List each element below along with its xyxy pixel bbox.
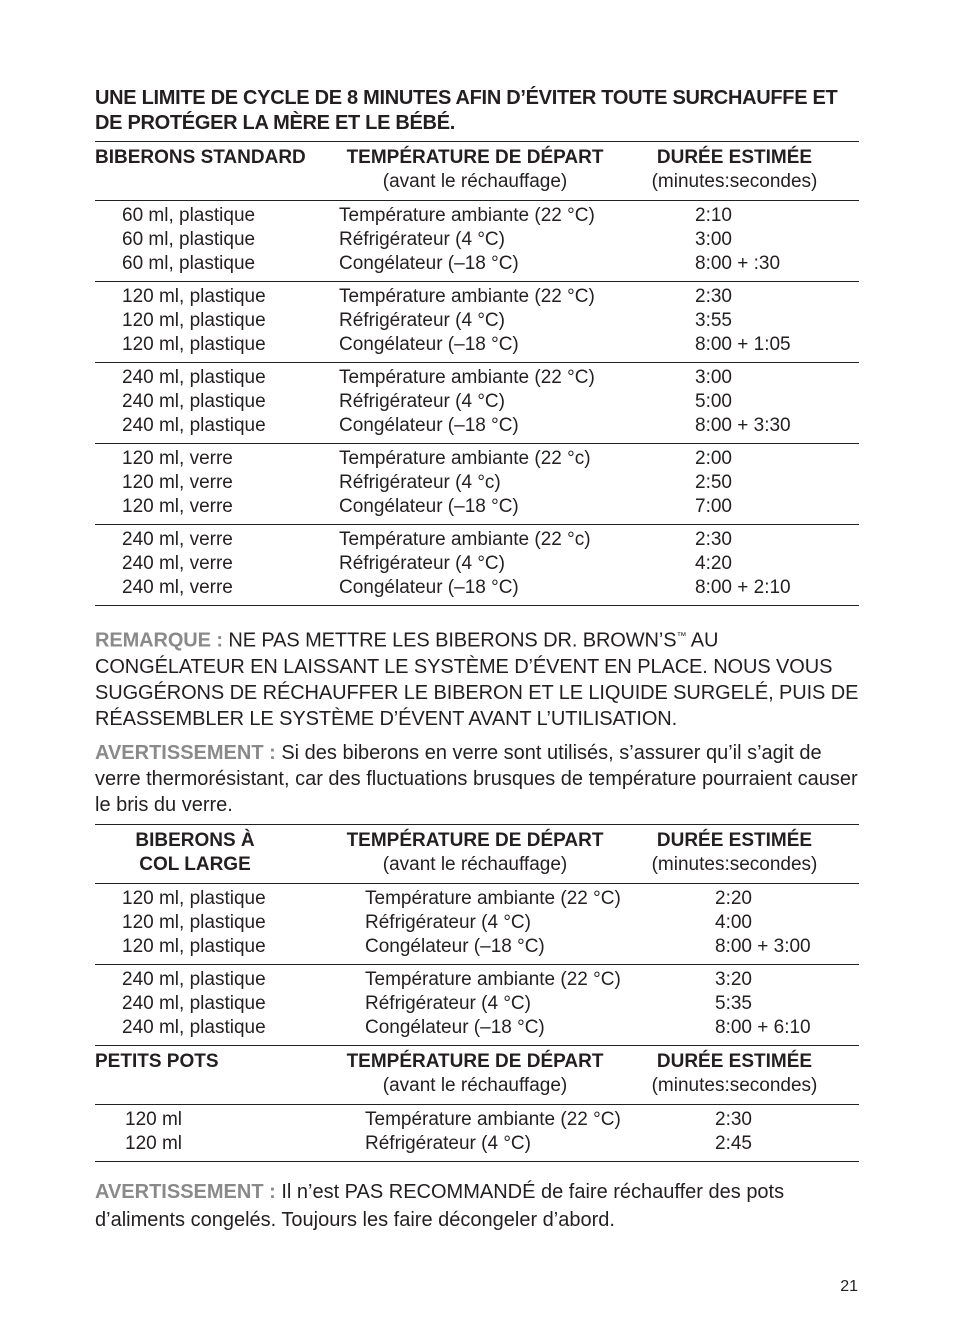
col-header-duration-sub: (minutes:secondes) bbox=[651, 171, 818, 192]
estimated-time-cell: 3:20 bbox=[715, 968, 752, 990]
table-row-group bbox=[95, 201, 859, 282]
estimated-time-column bbox=[715, 887, 859, 959]
start-temperature-cell: Réfrigérateur (4 °C) bbox=[339, 310, 505, 331]
estimated-time-cell: 8:00 + 2:10 bbox=[695, 577, 791, 598]
bottle-size-column bbox=[95, 366, 339, 438]
col-header-duration-sub: (minutes:secondes) bbox=[651, 853, 818, 875]
trademark-symbol: ™ bbox=[676, 631, 687, 642]
start-temperature-cell: Réfrigérateur (4 °C) bbox=[339, 229, 505, 250]
start-temperature-cell: Congélateur (–18 °C) bbox=[339, 577, 519, 598]
table-row-group bbox=[95, 282, 859, 363]
bottle-size-cell: 120 ml, plastique bbox=[122, 286, 266, 307]
page-number: 21 bbox=[840, 1278, 858, 1295]
start-temperature-cell: Réfrigérateur (4 °C) bbox=[365, 911, 531, 933]
estimated-time-column bbox=[715, 968, 859, 1040]
estimated-time-cell: 2:45 bbox=[715, 1132, 752, 1154]
start-temperature-cell: Température ambiante (22 °c) bbox=[339, 448, 591, 469]
baby-food-jars-table bbox=[95, 1046, 859, 1162]
remark-label: REMARQUE : bbox=[95, 629, 223, 652]
bottle-size-cell: 60 ml, plastique bbox=[122, 253, 256, 274]
col-header-temperature-sub: (avant le réchauffage) bbox=[382, 853, 568, 875]
col-header-bottles-line2: COL LARGE bbox=[139, 853, 251, 875]
col-header-temperature-sub: (avant le réchauffage) bbox=[382, 1074, 568, 1096]
bottle-size-column bbox=[95, 968, 365, 1040]
start-temperature-cell: Réfrigérateur (4 °C) bbox=[365, 992, 531, 1014]
estimated-time-cell: 2:30 bbox=[715, 1108, 752, 1130]
bottle-size-cell: 120 ml, verre bbox=[122, 472, 233, 493]
estimated-time-cell: 4:20 bbox=[695, 553, 732, 574]
table-row-group bbox=[95, 363, 859, 444]
start-temperature-cell: Température ambiante (22 °C) bbox=[339, 367, 595, 388]
bottle-size-cell: 120 ml, plastique bbox=[122, 334, 266, 355]
bottle-size-cell: 60 ml, plastique bbox=[122, 205, 256, 226]
start-temperature-cell: Congélateur (–18 °C) bbox=[339, 415, 519, 436]
wide-neck-bottles-table bbox=[95, 824, 859, 1046]
bottle-size-column bbox=[95, 1108, 365, 1156]
start-temperature-cell: Congélateur (–18 °C) bbox=[339, 253, 519, 274]
col-header-temperature bbox=[340, 1050, 610, 1098]
bottle-size-column bbox=[95, 528, 339, 600]
start-temperature-column bbox=[339, 204, 695, 276]
bottle-size-cell: 120 ml, plastique bbox=[122, 310, 266, 331]
col-header-duration-title: DURÉE ESTIMÉE bbox=[656, 147, 813, 168]
estimated-time-cell: 3:55 bbox=[695, 310, 732, 331]
page-content bbox=[95, 86, 859, 1234]
remark-text-b: AU CONGÉLATEUR EN LAISSANT LE SYSTÈME D’ÉVENT EN PLACE. NOUS VOUS SUGGÉRONS DE RÉCHAUFFER LE BIBERON ET LE LIQUIDE SURGELÉ, PUIS DE RÉASSEMBLER LE SYSTÈME D’ÉVENT AVANT L’UTILISATION. bbox=[95, 629, 859, 730]
col-header-duration-sub: (minutes:secondes) bbox=[651, 1074, 818, 1096]
bottle-size-cell: 60 ml, plastique bbox=[122, 229, 256, 250]
bottle-size-cell: 120 ml, verre bbox=[122, 448, 233, 469]
bottle-size-column bbox=[95, 285, 339, 357]
bottle-size-cell: 120 ml, plastique bbox=[122, 887, 266, 909]
estimated-time-cell: 8:00 + 3:30 bbox=[695, 415, 791, 436]
table-header bbox=[95, 1046, 859, 1105]
table-row-group bbox=[95, 884, 859, 965]
bottle-size-cell: 120 ml, plastique bbox=[122, 911, 266, 933]
col-header-temperature bbox=[340, 146, 610, 194]
estimated-time-cell: 2:30 bbox=[695, 286, 732, 307]
estimated-time-cell: 2:20 bbox=[715, 887, 752, 909]
estimated-time-column bbox=[695, 204, 859, 276]
table-body bbox=[95, 1105, 859, 1162]
col-header-duration bbox=[610, 146, 859, 194]
bottle-size-cell: 240 ml, verre bbox=[122, 553, 233, 574]
bottle-size-cell: 240 ml, plastique bbox=[122, 415, 266, 436]
warning-label: AVERTISSEMENT : bbox=[95, 1180, 276, 1203]
estimated-time-cell: 2:30 bbox=[695, 529, 732, 550]
start-temperature-cell: Congélateur (–18 °C) bbox=[365, 1016, 545, 1038]
estimated-time-cell: 5:00 bbox=[695, 391, 732, 412]
estimated-time-cell: 3:00 bbox=[695, 229, 732, 250]
start-temperature-cell: Température ambiante (22 °C) bbox=[339, 205, 595, 226]
col-header-duration-title: DURÉE ESTIMÉE bbox=[656, 1050, 813, 1072]
bottle-size-column bbox=[95, 447, 339, 519]
bottle-size-cell: 240 ml, plastique bbox=[122, 992, 266, 1014]
start-temperature-cell: Réfrigérateur (4 °C) bbox=[339, 391, 505, 412]
table-row-group bbox=[95, 965, 859, 1046]
warning-glass bbox=[95, 740, 859, 818]
start-temperature-cell: Congélateur (–18 °C) bbox=[365, 935, 545, 957]
start-temperature-cell: Congélateur (–18 °C) bbox=[339, 496, 519, 517]
bottle-size-cell: 240 ml, plastique bbox=[122, 367, 266, 388]
col-header-bottles bbox=[95, 829, 340, 877]
start-temperature-cell: Température ambiante (22 °C) bbox=[365, 887, 621, 909]
start-temperature-cell: Congélateur (–18 °C) bbox=[339, 334, 519, 355]
start-temperature-column bbox=[365, 1108, 715, 1156]
bottle-size-cell: 120 ml bbox=[125, 1132, 183, 1154]
bottle-size-cell: 240 ml, verre bbox=[122, 529, 233, 550]
bottle-size-cell: 240 ml, plastique bbox=[122, 1016, 266, 1038]
start-temperature-cell: Réfrigérateur (4 °C) bbox=[339, 553, 505, 574]
bottle-size-cell: 240 ml, verre bbox=[122, 577, 233, 598]
bottle-size-cell: 120 ml, plastique bbox=[122, 935, 266, 957]
estimated-time-column bbox=[715, 1108, 859, 1156]
bottle-size-cell: 120 ml bbox=[125, 1108, 183, 1130]
start-temperature-cell: Température ambiante (22 °c) bbox=[339, 529, 591, 550]
estimated-time-cell: 4:00 bbox=[715, 911, 752, 933]
estimated-time-column bbox=[695, 447, 859, 519]
estimated-time-cell: 8:00 + 1:05 bbox=[695, 334, 791, 355]
table-row-group bbox=[95, 525, 859, 606]
warning-frozen-jars bbox=[95, 1178, 859, 1234]
start-temperature-column bbox=[339, 285, 695, 357]
table-body bbox=[95, 884, 859, 1046]
bottle-size-cell: 240 ml, plastique bbox=[122, 391, 266, 412]
col-header-duration bbox=[610, 829, 859, 877]
col-header-bottles-line1: BIBERONS À bbox=[135, 829, 255, 851]
estimated-time-column bbox=[695, 528, 859, 600]
headline: UNE LIMITE DE CYCLE DE 8 MINUTES AFIN D’ÉVITER TOUTE SURCHAUFFE ET DE PROTÉGER LA MÈRE ET LE BÉBÉ. bbox=[95, 87, 838, 134]
bottle-size-column bbox=[95, 887, 365, 959]
bottle-size-column bbox=[95, 204, 339, 276]
bottle-size-cell: 240 ml, plastique bbox=[122, 968, 266, 990]
start-temperature-cell: Température ambiante (22 °C) bbox=[365, 968, 621, 990]
col-header-duration-title: DURÉE ESTIMÉE bbox=[656, 829, 813, 851]
estimated-time-cell: 2:00 bbox=[695, 448, 732, 469]
col-header-temperature-title: TEMPÉRATURE DE DÉPART bbox=[346, 829, 604, 851]
col-header-temperature-title: TEMPÉRATURE DE DÉPART bbox=[346, 1050, 604, 1072]
start-temperature-column bbox=[339, 528, 695, 600]
warning-text: Si des biberons en verre sont utilisés, s’assurer qu’il s’agit de verre thermorésistant, car des fluctuations brusques de température pourraient causer le bris du verre. bbox=[95, 741, 858, 816]
warning-text: Il n’est PAS RECOMMANDÉ de faire réchauffer des pots d’aliments congelés. Toujours les faire décongeler d’abord. bbox=[95, 1180, 785, 1231]
table-row-group bbox=[95, 444, 859, 525]
start-temperature-cell: Réfrigérateur (4 °C) bbox=[365, 1132, 531, 1154]
estimated-time-cell: 8:00 + 6:10 bbox=[715, 1016, 811, 1038]
warning-label: AVERTISSEMENT : bbox=[95, 741, 276, 764]
remark-text-a: NE PAS METTRE LES BIBERONS DR. BROWN’S bbox=[222, 629, 677, 652]
estimated-time-cell: 3:00 bbox=[695, 367, 732, 388]
start-temperature-cell: Température ambiante (22 °C) bbox=[365, 1108, 621, 1130]
estimated-time-cell: 8:00 + :30 bbox=[695, 253, 781, 274]
table-row-group bbox=[95, 1105, 859, 1162]
estimated-time-column bbox=[695, 366, 859, 438]
start-temperature-column bbox=[339, 366, 695, 438]
standard-bottles-table bbox=[95, 141, 859, 606]
estimated-time-cell: 2:50 bbox=[695, 472, 732, 493]
col-header-temperature-title: TEMPÉRATURE DE DÉPART bbox=[346, 147, 604, 168]
table-header bbox=[95, 142, 859, 201]
table-header bbox=[95, 825, 859, 884]
estimated-time-cell: 2:10 bbox=[695, 205, 732, 226]
remark-note bbox=[95, 624, 859, 732]
col-header-temperature-sub: (avant le réchauffage) bbox=[382, 171, 568, 192]
bottle-size-cell: 120 ml, verre bbox=[122, 496, 233, 517]
col-header-temperature bbox=[340, 829, 610, 877]
start-temperature-column bbox=[365, 887, 715, 959]
start-temperature-column bbox=[339, 447, 695, 519]
start-temperature-column bbox=[365, 968, 715, 1040]
col-header-duration bbox=[610, 1050, 859, 1098]
start-temperature-cell: Température ambiante (22 °C) bbox=[339, 286, 595, 307]
col-header-bottles: BIBERONS STANDARD bbox=[95, 147, 306, 168]
estimated-time-cell: 8:00 + 3:00 bbox=[715, 935, 811, 957]
table-body bbox=[95, 201, 859, 606]
col-header-jars: PETITS POTS bbox=[95, 1050, 219, 1072]
estimated-time-column bbox=[695, 285, 859, 357]
estimated-time-cell: 5:35 bbox=[715, 992, 752, 1014]
estimated-time-cell: 7:00 bbox=[695, 496, 732, 517]
start-temperature-cell: Réfrigérateur (4 °c) bbox=[339, 472, 501, 493]
